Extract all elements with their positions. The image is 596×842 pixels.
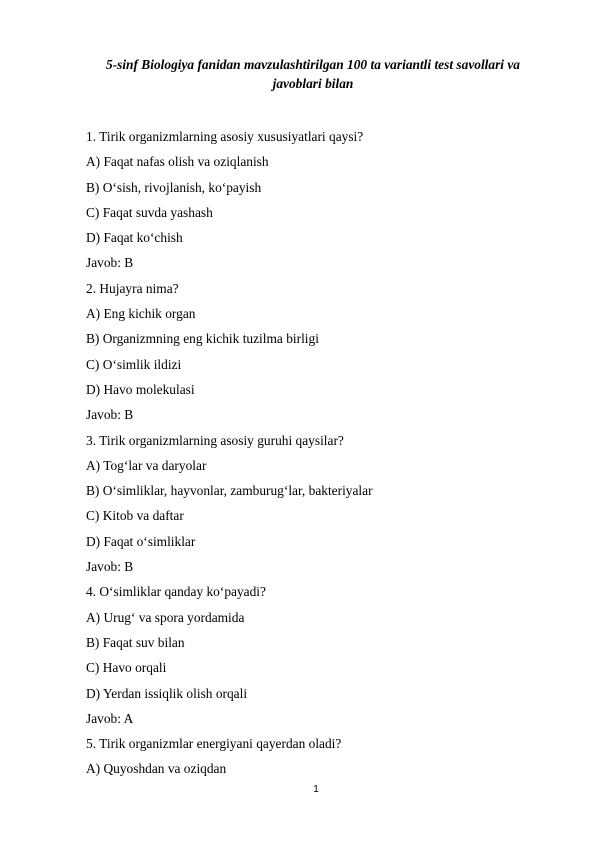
correct-answer: Javob: B [86,407,134,423]
answer-option: C) Kitob va daftar [86,508,184,524]
question-text: 3. Tirik organizmlarning asosiy guruhi qaysilar? [86,432,344,448]
answer-option: A) Faqat nafas olish va oziqlanish [86,154,269,170]
question-block [86,731,546,782]
answer-option: C) Faqat suvda yashash [86,204,213,220]
answer-option: C) O‘simlik ildizi [86,356,182,372]
question-text: 5. Tirik organizmlar energiyani qayerdan oladi? [86,736,342,752]
answer-option: A) Eng kichik organ [86,306,196,322]
answer-option: A) Quyoshdan va oziqdan [86,761,227,777]
question-text: 4. O‘simliklar qanday ko‘payadi? [86,584,266,600]
question-list [86,124,546,782]
question-text: 2. Hujayra nima? [86,280,179,296]
correct-answer: Javob: B [86,559,134,575]
document-title [90,55,536,93]
document-title-line-2: javoblari bilan [272,76,354,91]
answer-option: B) Faqat suv bilan [86,634,185,650]
answer-option: D) Faqat ko‘chish [86,230,183,246]
question-block [86,428,546,580]
question-text: 1. Tirik organizmlarning asosiy xususiyatlari qaysi? [86,129,364,144]
question-block [86,124,546,276]
answer-option: C) Havo orqali [86,660,167,676]
answer-option: B) O‘sish, rivojlanish, ko‘payish [86,179,262,195]
answer-option: B) Organizmning eng kichik tuzilma birligi [86,331,319,347]
correct-answer: Javob: B [86,255,134,271]
question-block [86,276,546,428]
page-number: 1 [313,784,319,795]
document-title-line-1: 5-sinf Biologiya fanidan mavzulashtirilgan 100 ta variantli test savollari va [105,57,521,72]
answer-option: D) Havo molekulasi [86,381,195,397]
answer-option: A) Urug‘ va spora yordamida [86,609,245,625]
correct-answer: Javob: A [86,710,134,726]
question-block [86,579,546,731]
answer-option: B) O‘simliklar, hayvonlar, zamburug‘lar, bakteriyalar [86,483,373,499]
answer-option: A) Tog‘lar va daryolar [86,457,207,473]
answer-option: D) Yerdan issiqlik olish orqali [86,685,248,701]
answer-option: D) Faqat o‘simliklar [86,533,196,549]
